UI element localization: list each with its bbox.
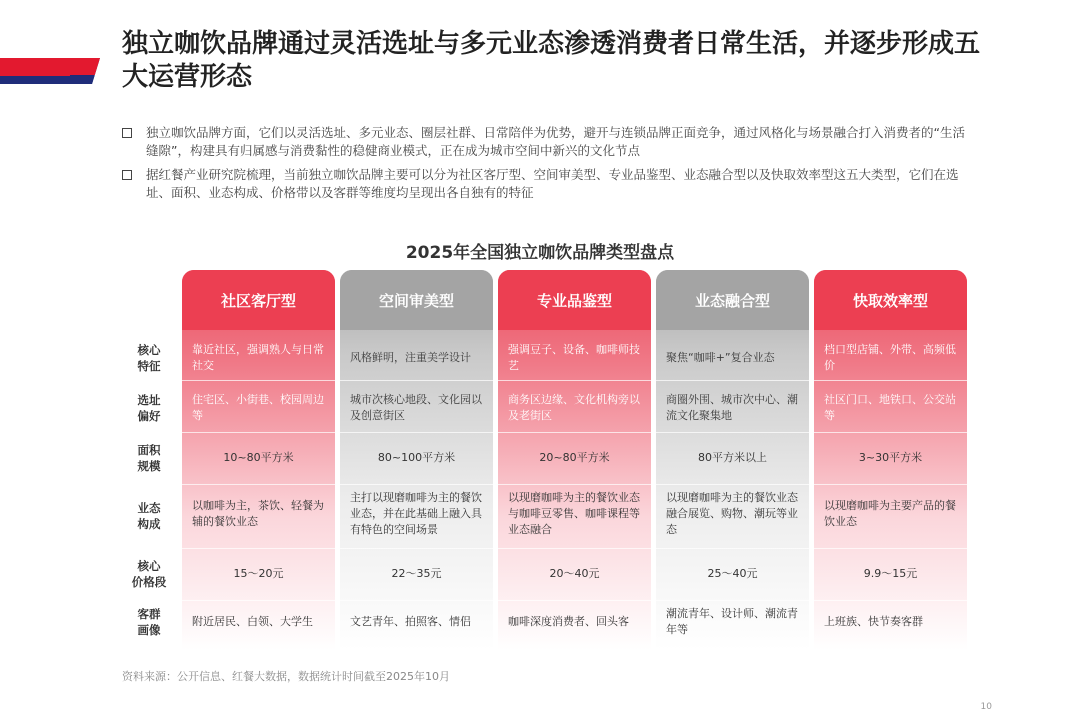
row-label-customer: 客群 画像: [137, 607, 161, 637]
cell-format: 主打以现磨咖啡为主的餐饮业态，并在此基础上融入具有特色的空间场景: [350, 491, 482, 536]
row-divider: [656, 484, 809, 485]
cell-price: 15～20元: [233, 567, 284, 580]
column-header: 业态融合型: [656, 270, 809, 330]
row-divider: [498, 380, 651, 381]
row-label-location: 选址 偏好: [137, 393, 161, 423]
accent-bar-red: [0, 58, 100, 75]
cell-format: 以现磨咖啡为主要产品的餐饮业态: [824, 499, 956, 528]
cell-customer: 上班族、快节奏客群: [824, 615, 923, 628]
row-divider: [340, 548, 493, 549]
cell-core: 靠近社区，强调熟人与日常社交: [192, 343, 324, 372]
column-header: 快取效率型: [814, 270, 967, 330]
source-note: 资料来源：公开信息、红餐大数据，数据统计时间截至2025年10月: [122, 670, 450, 683]
row-divider: [340, 484, 493, 485]
cell-area: 10~80平方米: [223, 451, 294, 464]
row-divider: [814, 484, 967, 485]
page-title: 独立咖饮品牌通过灵活选址与多元业态渗透消费者日常生活，并逐步形成五大运营形态: [122, 29, 981, 92]
cell-location: 社区门口、地铁口、公交站等: [824, 393, 956, 422]
cell-core: 风格鲜明，注重美学设计: [350, 351, 471, 364]
cell-price: 22～35元: [391, 567, 442, 580]
cell-location: 城市次核心地段、文化园以及创意街区: [350, 393, 482, 422]
row-divider: [182, 484, 335, 485]
bullet-list: [122, 124, 972, 208]
row-label-core: 核心 特征: [137, 343, 161, 373]
cell-format: 以咖啡为主，茶饮、轻餐为辅的餐饮业态: [192, 499, 324, 528]
row-divider: [182, 548, 335, 549]
row-divider: [498, 484, 651, 485]
cell-location: 商圈外围、城市次中心、潮流文化聚集地: [666, 393, 798, 422]
row-divider: [656, 432, 809, 433]
row-divider: [814, 380, 967, 381]
brand-type-table: [120, 270, 980, 650]
row-divider: [814, 548, 967, 549]
cell-area: 80平方米以上: [698, 451, 767, 464]
cell-price: 20～40元: [549, 567, 600, 580]
cell-customer: 潮流青年、设计师、潮流青年等: [666, 607, 798, 636]
row-label-area: 面积 规模: [137, 443, 161, 473]
row-divider: [814, 432, 967, 433]
row-label-price: 核心 价格段: [131, 559, 167, 589]
bullet-item: [122, 166, 972, 202]
cell-area: 20~80平方米: [539, 451, 610, 464]
cell-format: 以现磨咖啡为主的餐饮业态融合展览、购物、潮玩等业态: [666, 491, 798, 536]
column-header: 空间审美型: [340, 270, 493, 330]
bullet-text: 据红餐产业研究院梳理，当前独立咖饮品牌主要可以分为社区客厅型、空间审美型、专业品鉴型、业态融合型以及快取效率型这五大类型，它们在选址、面积、业态构成、价格带以及客群等维度均呈现出各自独有的特征: [146, 167, 959, 200]
cell-customer: 附近居民、白领、大学生: [192, 615, 313, 628]
cell-customer: 咖啡深度消费者、回头客: [508, 615, 629, 628]
column-header: 社区客厅型: [182, 270, 335, 330]
row-divider: [498, 548, 651, 549]
accent-bar-blue: [0, 76, 100, 84]
row-divider: [498, 432, 651, 433]
accent-bar: [0, 58, 100, 84]
cell-price: 25～40元: [707, 567, 758, 580]
row-divider: [814, 600, 967, 601]
row-labels: [120, 270, 178, 650]
column-community: [182, 270, 335, 650]
row-divider: [182, 380, 335, 381]
bullet-text: 独立咖饮品牌方面，它们以灵活选址、多元业态、圈层社群、日常陪伴为优势，避开与连锁品牌正面竞争，通过风格化与场景融合打入消费者的“生活缝隙”，构建具有归属感与消费黏性的稳健商业模式，正在成为城市空间中新兴的文化节点: [146, 125, 965, 158]
cell-core: 强调豆子、设备、咖啡师技艺: [508, 343, 640, 372]
row-divider: [182, 432, 335, 433]
table-title: 2025年全国独立咖饮品牌类型盘点: [405, 243, 675, 263]
column-quick: [814, 270, 967, 650]
cell-core: 档口型店铺、外带、高频低价: [824, 343, 956, 372]
row-divider: [498, 600, 651, 601]
cell-core: 聚焦“咖啡+”复合业态: [666, 351, 775, 364]
row-divider: [182, 600, 335, 601]
column-specialty: [498, 270, 651, 650]
page-number: 10: [980, 702, 992, 712]
cell-area: 80~100平方米: [377, 451, 456, 464]
row-divider: [656, 548, 809, 549]
row-divider: [340, 600, 493, 601]
row-divider: [656, 380, 809, 381]
row-divider: [340, 380, 493, 381]
column-header: 专业品鉴型: [498, 270, 651, 330]
cell-area: 3~30平方米: [858, 451, 923, 464]
row-divider: [656, 600, 809, 601]
cell-customer: 文艺青年、拍照客、情侣: [350, 615, 471, 628]
bullet-item: [122, 124, 972, 160]
row-label-format: 业态 构成: [137, 501, 161, 531]
square-bullet-icon: [122, 170, 132, 180]
cell-price: 9.9～15元: [863, 567, 918, 580]
column-aesthetic: [340, 270, 493, 650]
cell-location: 商务区边缘、文化机构旁以及老街区: [508, 393, 640, 422]
row-divider: [340, 432, 493, 433]
column-fusion: [656, 270, 809, 650]
square-bullet-icon: [122, 128, 132, 138]
cell-format: 以现磨咖啡为主的餐饮业态与咖啡豆零售、咖啡课程等业态融合: [508, 491, 640, 536]
cell-location: 住宅区、小街巷、校园周边等: [192, 393, 324, 422]
